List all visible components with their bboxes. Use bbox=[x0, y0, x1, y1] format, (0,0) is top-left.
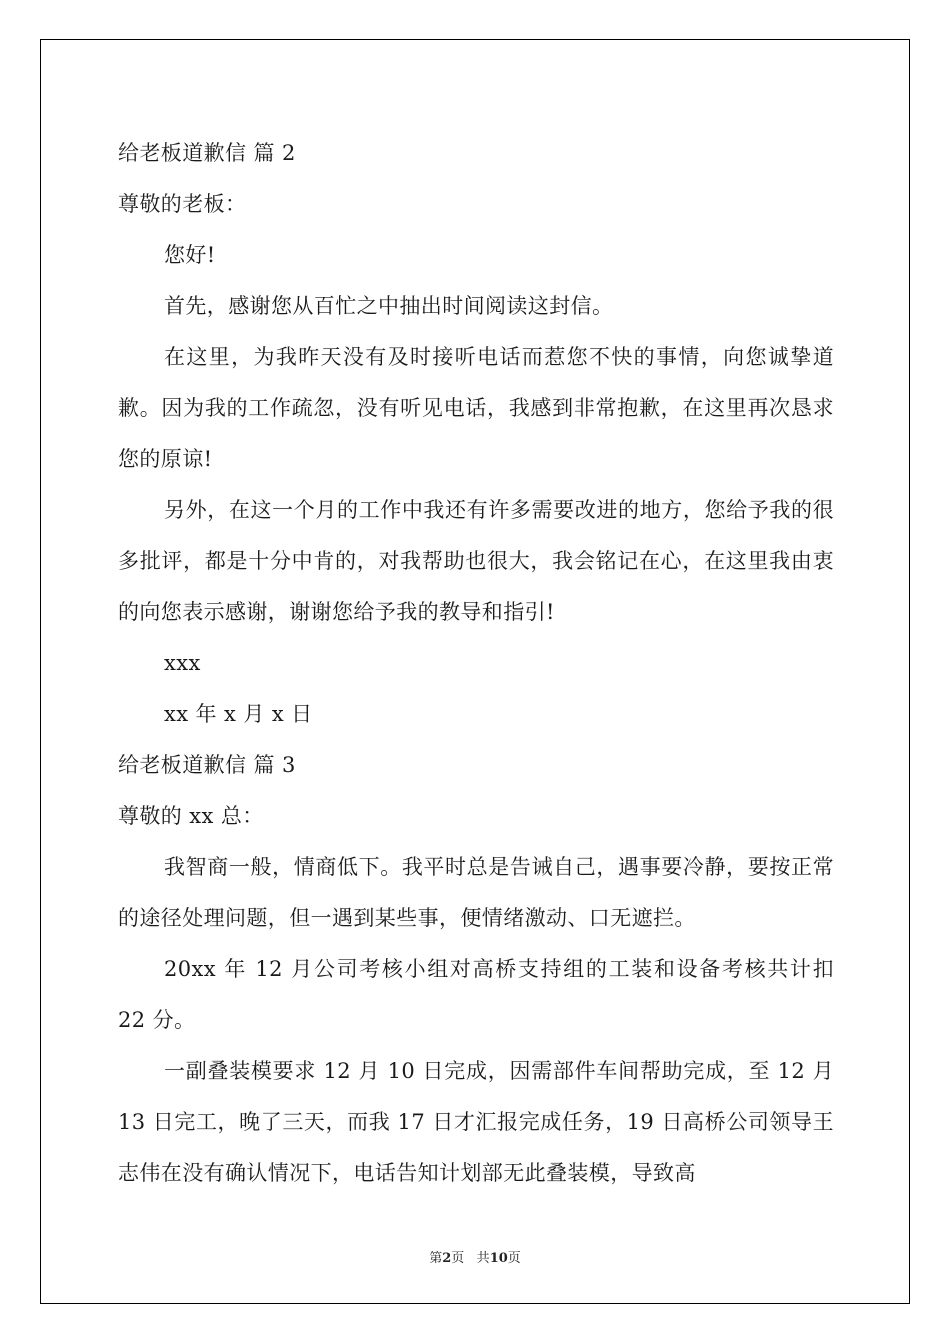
page-number: 2 bbox=[442, 1251, 452, 1266]
paragraph: 20xx 年 12 月公司考核小组对高桥支持组的工装和设备考核共计扣 22 分。 bbox=[118, 957, 834, 1032]
page-footer bbox=[0, 1247, 950, 1266]
salutation: 尊敬的老板： bbox=[118, 192, 247, 216]
paragraph: 首先，感谢您从百忙之中抽出时间阅读这封信。 bbox=[164, 294, 614, 318]
page-suffix: 页 bbox=[451, 1251, 465, 1266]
salutation: 尊敬的 xx 总： bbox=[118, 804, 264, 828]
paragraph: 一副叠装模要求 12 月 10 日完成，因需部件车间帮助完成，至 12 月 13 日完工，晚了三天，而我 17 日才汇报完成任务，19 日高桥公司领导王志伟在没有确认情况下，电话告知计划部无此叠装模，导致高 bbox=[118, 1059, 834, 1185]
total-suffix: 页 bbox=[507, 1251, 521, 1266]
section-heading: 给老板道歉信 篇 2 bbox=[118, 141, 296, 165]
page-prefix: 第 bbox=[429, 1251, 443, 1266]
total-pages: 10 bbox=[489, 1251, 508, 1266]
paragraph: 在这里，为我昨天没有及时接听电话而惹您不快的事情，向您诚挚道歉。因为我的工作疏忽，没有听见电话，我感到非常抱歉，在这里再次恳求您的原谅! bbox=[118, 345, 834, 471]
signature: xxx bbox=[164, 651, 201, 675]
document-body bbox=[118, 128, 834, 1199]
section-heading: 给老板道歉信 篇 3 bbox=[118, 753, 296, 777]
paragraph: 我智商一般，情商低下。我平时总是告诫自己，遇事要冷静，要按正常的途径处理问题，但一遇到某些事，便情绪激动、口无遮拦。 bbox=[118, 855, 834, 930]
paragraph: 另外，在这一个月的工作中我还有许多需要改进的地方，您给予我的很多批评，都是十分中肯的，对我帮助也很大，我会铭记在心，在这里我由衷的向您表示感谢，谢谢您给予我的教导和指引! bbox=[118, 498, 834, 624]
total-prefix: 共 bbox=[476, 1251, 490, 1266]
greeting: 您好! bbox=[164, 243, 216, 267]
date: xx 年 x 月 x 日 bbox=[164, 702, 313, 726]
